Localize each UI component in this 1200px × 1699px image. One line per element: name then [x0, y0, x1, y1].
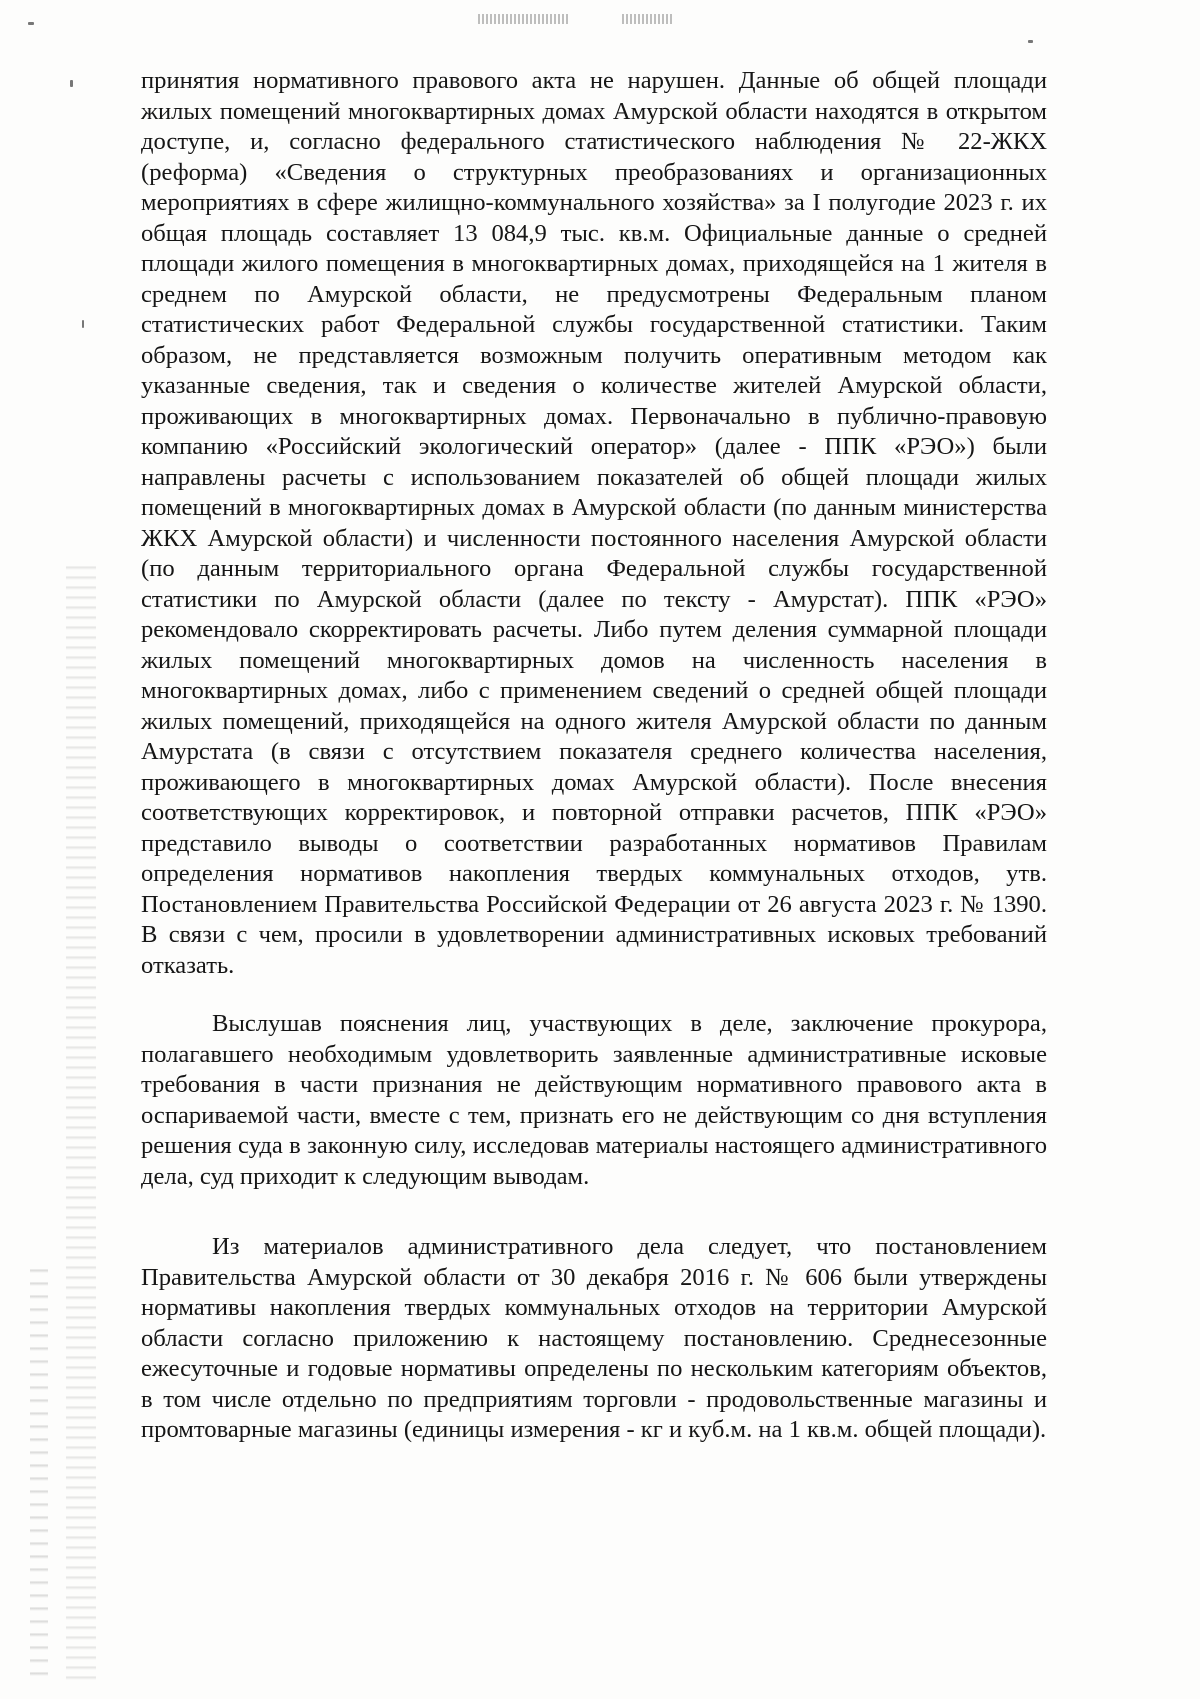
scan-speck: [28, 22, 34, 25]
scan-header-mark: [478, 14, 568, 24]
scan-edge-artifact: [66, 560, 96, 1680]
scan-edge-artifact: [30, 1260, 48, 1680]
paragraph-continuation: принятия нормативного правового акта не нарушен. Данные об общей площади жилых помещений многоквартирных домах Амурской области находятся в открытом доступе, и, согласно федерального статистического наблюдения № 22-ЖКХ (реформа) «Сведения о структурных преобразованиях и организационных мероприятиях в сфере жилищно-коммунального хозяйства» за I полугодие 2023 г. их общая площадь составляет 13 084,9 тыс. кв.м. Официальные данные о средней площади жилого помещения в многоквартирных домах, приходящейся на 1 жителя в среднем по Амурской области, не предусмотрены Федеральным планом статистических работ Федеральной службы государственной статистики. Таким образом, не представляется возможным получить оперативным методом как указанные сведения, так и сведения о количестве жителей Амурской области, проживающих в многоквартирных домах. Первоначально в публично-правовую компанию «Российский экологический оператор» (далее - ППК «РЭО») были направлены расчеты с использованием показателей об общей площади жилых помещений в многоквартирных домах в Амурской области (по данным министерства ЖКХ Амурской области) и численности постоянного населения Амурской области (по данным территориального органа Федеральной службы государственной статистики по Амурской области (далее по тексту - Амурстат). ППК «РЭО» рекомендовало скорректировать расчеты. Либо путем деления суммарной площади жилых помещений многоквартирных домов на численность населения в многоквартирных домах, либо с применением сведений о средней общей площади жилых помещений, приходящейся на одного жителя Амурской области по данным Амурстата (в связи с отсутствием показателя среднего количества населения, проживающего в многоквартирных домах Амурской области). После внесения соответствующих корректировок, и повторной отправки расчетов, ППК «РЭО» представило выводы о соответствии разработанных нормативов Правилам определения нормативов накопления твердых коммунальных отходов, утв. Постановлением Правительства Российской Федерации от 26 августа 2023 г. № 1390. В связи с чем, просили в удовлетворении административных исковых требований отказать.: [141, 67, 1047, 979]
scan-header-mark: [622, 14, 674, 24]
paragraph-case-materials: Из материалов административного дела следует, что постановлением Правительства Амурской области от 30 декабря 2016 г. № 606 были утверждены нормативы накопления твердых коммунальных отходов на территории Амурской области согласно приложению к настоящему постановлению. Среднесезонные ежесуточные и годовые нормативы определены по нескольким категориям объектов, в том числе отдельно по предприятиям торговли - продовольственные магазины и промтоварные магазины (единицы измерения - кг и куб.м. на 1 кв.м. общей площади).: [141, 1233, 1047, 1443]
paragraph-court-hearing: Выслушав пояснения лиц, участвующих в деле, заключение прокурора, полагавшего необходимым удовлетворить заявленные административные исковые требования в части признания не действующим нормативного правового акта в оспариваемой части, вместе с тем, признать его не действующим со дня вступления решения суда в законную силу, исследовав материалы настоящего административного дела, суд приходит к следующим выводам.: [141, 1010, 1047, 1190]
scan-speck: [1028, 40, 1033, 43]
scan-speck: [82, 320, 84, 328]
scan-speck: [70, 80, 73, 87]
